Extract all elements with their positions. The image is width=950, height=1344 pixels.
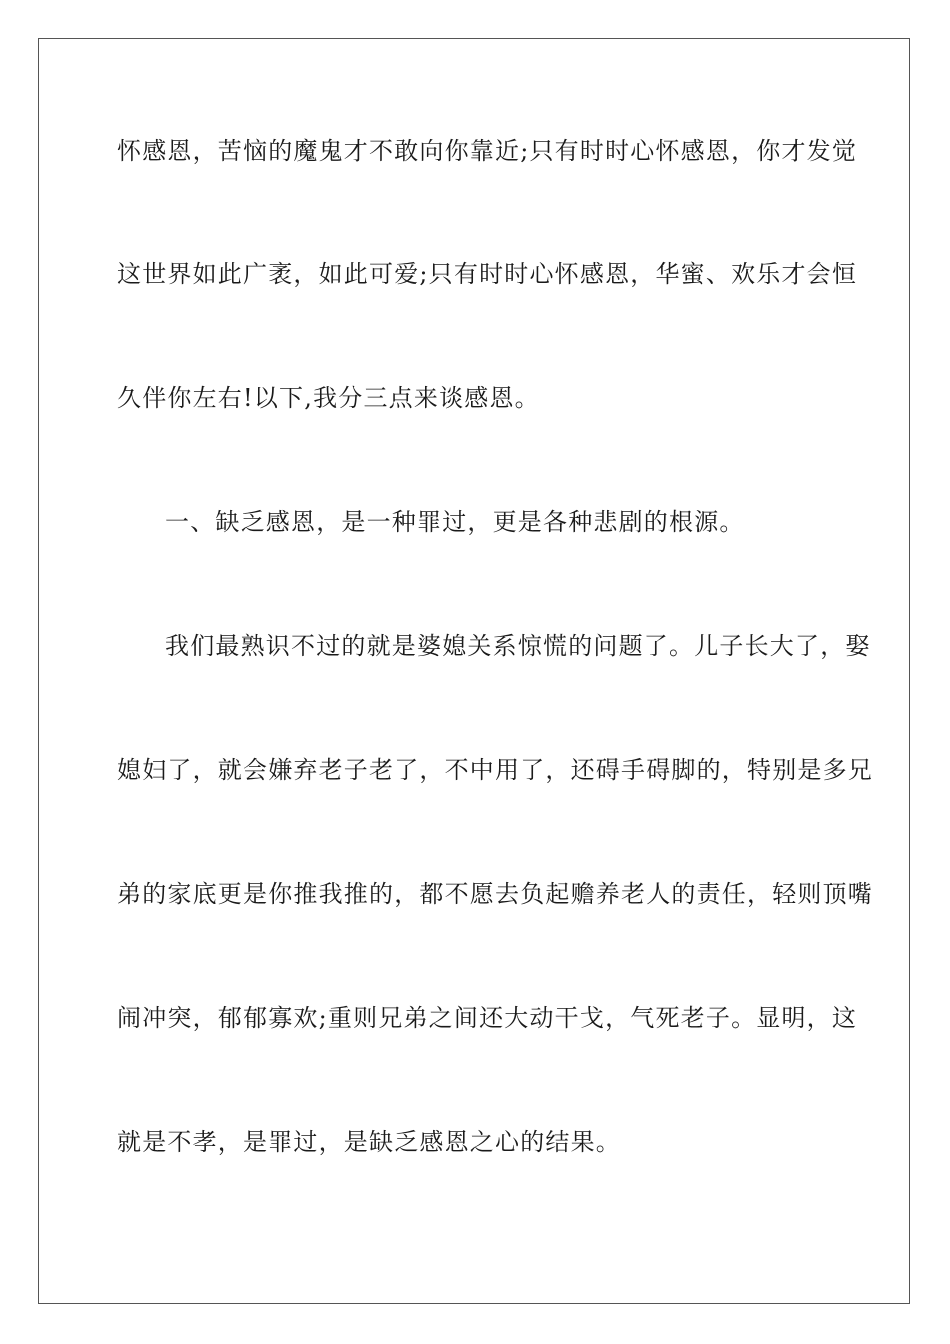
text-line: 就是不孝，是罪过，是缺乏感恩之心的结果。: [117, 1128, 621, 1156]
text-line: 这世界如此广袤，如此可爱;只有时时心怀感恩，华蜜、欢乐才会恒: [117, 260, 858, 288]
text-line: 媳妇了，就会嫌弃老子老了，不中用了，还碍手碍脚的，特别是多兄: [117, 756, 873, 784]
text-line: 我们最熟识不过的就是婆媳关系惊慌的问题了。儿子长大了，娶: [165, 632, 871, 660]
text-line: 弟的家底更是你推我推的，都不愿去负起赡养老人的责任，轻则顶嘴: [117, 880, 873, 908]
section-heading: 一、缺乏感恩，是一种罪过，更是各种悲剧的根源。: [165, 508, 745, 536]
text-line: 久伴你左右!以下,我分三点来谈感恩。: [117, 384, 540, 412]
text-line: 闹冲突，郁郁寡欢;重则兄弟之间还大动干戈，气死老子。显明，这: [117, 1004, 858, 1032]
text-line: 怀感恩，苦恼的魔鬼才不敢向你靠近;只有时时心怀感恩，你才发觉: [117, 137, 858, 165]
page-frame: [38, 38, 910, 1304]
